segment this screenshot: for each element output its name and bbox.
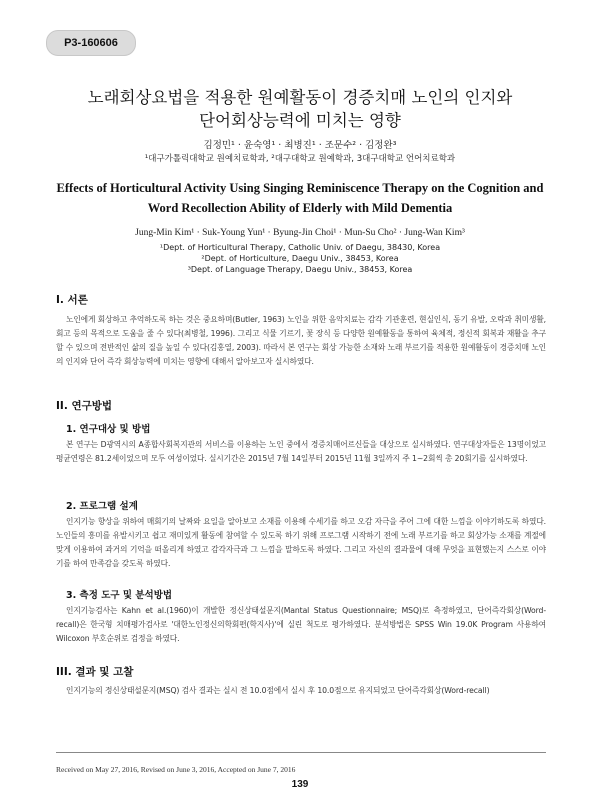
page-number: 139 — [291, 779, 309, 790]
english-authors: Jung-Min Kim¹ · Suk-Young Yun¹ · Byung-Jin Choi¹ · Mun-Su Cho² · Jung-Wan Kim³ — [135, 228, 465, 238]
english-affiliation-1: ¹Dept. of Horticultural Therapy, Catholic Univ. of Daegu, 38430, Korea — [159, 243, 441, 252]
english-title-line-1: Effects of Horticultural Activity Using Singing Reminiscence Therapy on the Cognition and — [56, 181, 544, 195]
received-dates: Received on May 27, 2016, Revised on June 3, 2016, Accepted on June 7, 2016 — [56, 765, 296, 774]
korean-authors: 김정민¹ · 윤숙영¹ · 최병진¹ · 조문수² · 김정완³ — [203, 140, 397, 151]
korean-title-line-1: 노래회상요법을 적용한 원예활동이 경증치매 노인의 인지와 — [87, 88, 513, 107]
section-paragraph-results: 인지기능의 정신상태설문지(MSQ) 검사 결과는 실시 전 10.0점에서 실시 후 10.0점으로 유지되었고 단어즉각회상(Word-recall) — [66, 686, 490, 695]
subsection-heading-subjects: 1. 연구대상 및 방법 — [66, 424, 151, 435]
english-affiliation-2: ²Dept. of Horticulture, Daegu Univ., 38453, Korea — [201, 254, 399, 263]
english-title-line-2: Word Recollection Ability of Elderly with Mild Dementia — [147, 201, 453, 215]
subsection-paragraph-subjects: 본 연구는 D광역시의 A종합사회복지관의 서비스를 이용하는 노인 중에서 경증치매어르신들을 대상으로 실시하였다. 연구대상자들은 13명이었고 평균연령은 81.2세이었으며 모두 여성이었다. 실시기간은 2015년 7월 14일부터 2015년 11월 3일까지 주 1~2회씩 총 20회기를 실시하였다. — [56, 440, 546, 463]
subsection-paragraph-program: 인지기능 향상을 위하여 매회기의 날짜와 요일을 알아보고 소재를 이용해 수세기를 하고 오감 자극을 주어 그에 대한 느낌을 이야기하도록 하였다. 노인들의 흥미를 유발시키고 쉽고 재미있게 활동에 참여할 수 있도록 하기 위해 프로그램 시작하기 전에 노래 부르기를 하고 회상가능 소재를 계절에 맞게 이용하여 과거의 기억을 떠올리게 하였고 감각자극과 그 느낌을 말하도록 하였다. 그리고 자신의 결과물에 대해 무엇을 표현했는지 스스로 이야기를 하여 만족감을 갖도록 하였다. — [56, 517, 546, 568]
paper-id-badge: P3-160606 — [46, 30, 136, 56]
section-heading-methods: II. 연구방법 — [56, 400, 113, 412]
korean-title-line-2: 단어회상능력에 미치는 영향 — [199, 111, 401, 130]
footnote-divider — [56, 752, 546, 753]
section-heading-introduction: I. 서론 — [56, 294, 88, 306]
korean-affiliations: ¹대구가톨릭대학교 원예치료학과, ²대구대학교 원예학과, 3대구대학교 언어치료학과 — [144, 154, 456, 164]
subsection-paragraph-measures: 인지기능검사는 Kahn et al.(1960)이 개발한 정신상태설문지(Mantal Status Questionnaire; MSQ)로 측정하였고, 단어즉각회상(Word-recall)은 한국형 치매평가검사로 '대한노인정신의학회편(학지사)'에 실린 척도로 평가하였다. 분석방법은 SPSS Win 19.0K Program 사용하여 Wilcoxon 부호순위로 검정을 하였다. — [56, 606, 546, 643]
section-heading-results: III. 결과 및 고찰 — [56, 666, 134, 678]
subsection-heading-program: 2. 프로그램 설계 — [66, 501, 138, 512]
section-paragraph-introduction: 노인에게 회상하고 추억하도록 하는 것은 중요하며(Butler, 1963) 노인을 위한 음악치료는 감각 기관훈련, 현실인식, 동기 유발, 오락과 취미생활, 회고 등의 목적으로 도움을 줄 수 있다(최병철, 1996). 그리고 식물 기르기, 꽃 장식 등 다양한 원예활동을 통하여 육체적, 정신적 회복과 재활을 추구할 수 있으며 전반적인 삶의 질을 높일 수 있다(김홍열, 2003). 따라서 본 연구는 회상 가능한 소재와 노래 부르기를 적용한 원예활동이 경증치매 노인의 인지와 단어 즉각 회상능력에 미치는 영향에 대해서 알아보고자 실시하였다. — [56, 315, 546, 366]
english-affiliation-3: ³Dept. of Language Therapy, Daegu Univ., 38453, Korea — [187, 265, 413, 274]
subsection-heading-measures: 3. 측정 도구 및 분석방법 — [66, 590, 173, 601]
